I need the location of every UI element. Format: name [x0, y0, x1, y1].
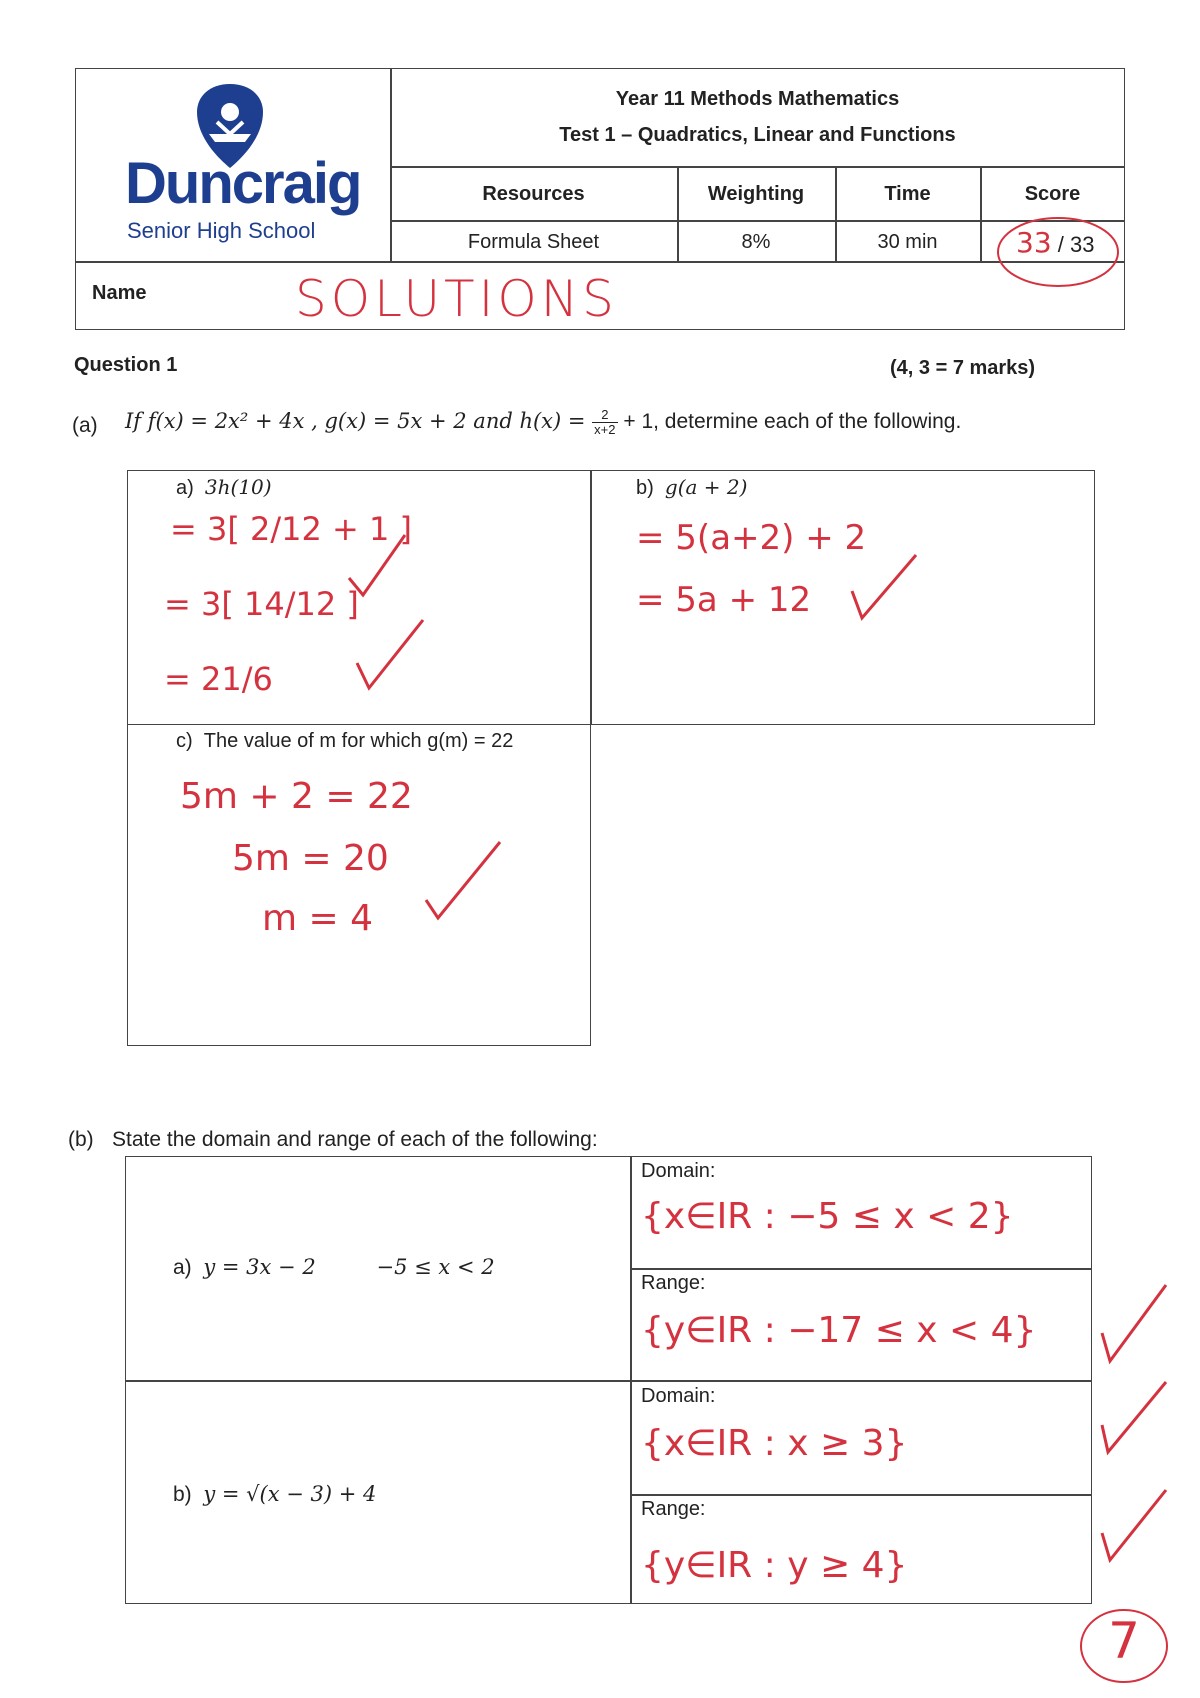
col-resources: Resources: [482, 183, 585, 205]
school-subtitle: Senior High School: [127, 218, 316, 243]
cell-b-work-2: = 5a + 12: [636, 580, 812, 620]
cell-c-work-3: m = 4: [262, 898, 374, 939]
b-row1-range-label: Range:: [641, 1272, 706, 1294]
b-row1-function: a) y = 3x − 2 −5 ≤ x < 2: [173, 1255, 495, 1279]
part-a-label: (a): [72, 414, 98, 437]
cell-c-work-2: 5m = 20: [232, 838, 389, 879]
total-marks: 7: [1108, 1612, 1140, 1670]
check-icon: [355, 618, 425, 698]
cell-b-work-1: = 5(a+2) + 2: [636, 518, 867, 558]
cell-a-work-3: = 21/6: [164, 660, 273, 698]
check-icon: [424, 840, 504, 925]
b-row1-domain-label: Domain:: [641, 1160, 716, 1182]
check-icon: [850, 553, 920, 628]
cell-c-work-1: 5m + 2 = 22: [180, 776, 413, 817]
b-row1-range: {y∈IR : −17 ≤ x < 4}: [641, 1310, 1037, 1351]
b-row2-domain: {x∈IR : x ≥ 3}: [641, 1423, 908, 1464]
col-time: Time: [884, 183, 931, 205]
part-a-prompt: [125, 408, 961, 437]
check-icon: [1100, 1380, 1170, 1460]
part-a-tail: + 1, determine each of the following.: [623, 410, 962, 434]
b-row2-range: {y∈IR : y ≥ 4}: [641, 1545, 908, 1586]
b-row1-domain: {x∈IR : −5 ≤ x < 2}: [641, 1196, 1014, 1237]
question-title: Question 1: [74, 354, 178, 376]
check-icon: [347, 533, 407, 608]
cell-b-prompt: b) g(a + 2): [636, 475, 748, 499]
score-circle: [996, 212, 1126, 297]
cell-a-prompt: a) 3h(10): [176, 475, 272, 499]
name-label: Name: [92, 282, 147, 304]
score-obtained: 33: [1016, 226, 1052, 259]
cell-c-prompt: c) The value of m for which g(m) = 22: [176, 730, 514, 752]
b-row2-range-label: Range:: [641, 1498, 706, 1520]
question-marks: (4, 3 = 7 marks): [890, 357, 1036, 379]
cell-a-work-1: = 3[ 2/12 + 1 ]: [170, 510, 413, 548]
part-a-text: If f(x) = 2x² + 4x , g(x) = 5x + 2 and h(x) =: [125, 409, 593, 434]
part-b-label: (b): [68, 1128, 94, 1151]
b-row2-domain-label: Domain:: [641, 1385, 716, 1407]
part-a-c-cell: [127, 724, 591, 1046]
score-total: / 33: [1057, 232, 1095, 257]
school-name: Duncraig: [125, 151, 361, 216]
check-icon: [1100, 1283, 1170, 1368]
part-b-text: State the domain and range of each of the following:: [112, 1128, 598, 1151]
b-row2-function: b) y = √(x − 3) + 4: [173, 1482, 377, 1506]
test-title: Test 1 – Quadratics, Linear and Functions: [559, 124, 956, 146]
col-score: Score: [1024, 183, 1081, 205]
course-title: Year 11 Methods Mathematics: [615, 88, 900, 110]
h-fraction: $\frac{2}{x+2}$: [594, 407, 616, 437]
col-weighting: Weighting: [707, 183, 805, 205]
cell-a-work-2: = 3[ 14/12 ]: [164, 585, 359, 623]
weighting-value: 8%: [741, 231, 771, 253]
check-icon: [1100, 1488, 1170, 1568]
name-value: SOLUTIONS: [295, 270, 618, 328]
time-value: 30 min: [877, 231, 938, 253]
resources-value: Formula Sheet: [467, 231, 600, 253]
